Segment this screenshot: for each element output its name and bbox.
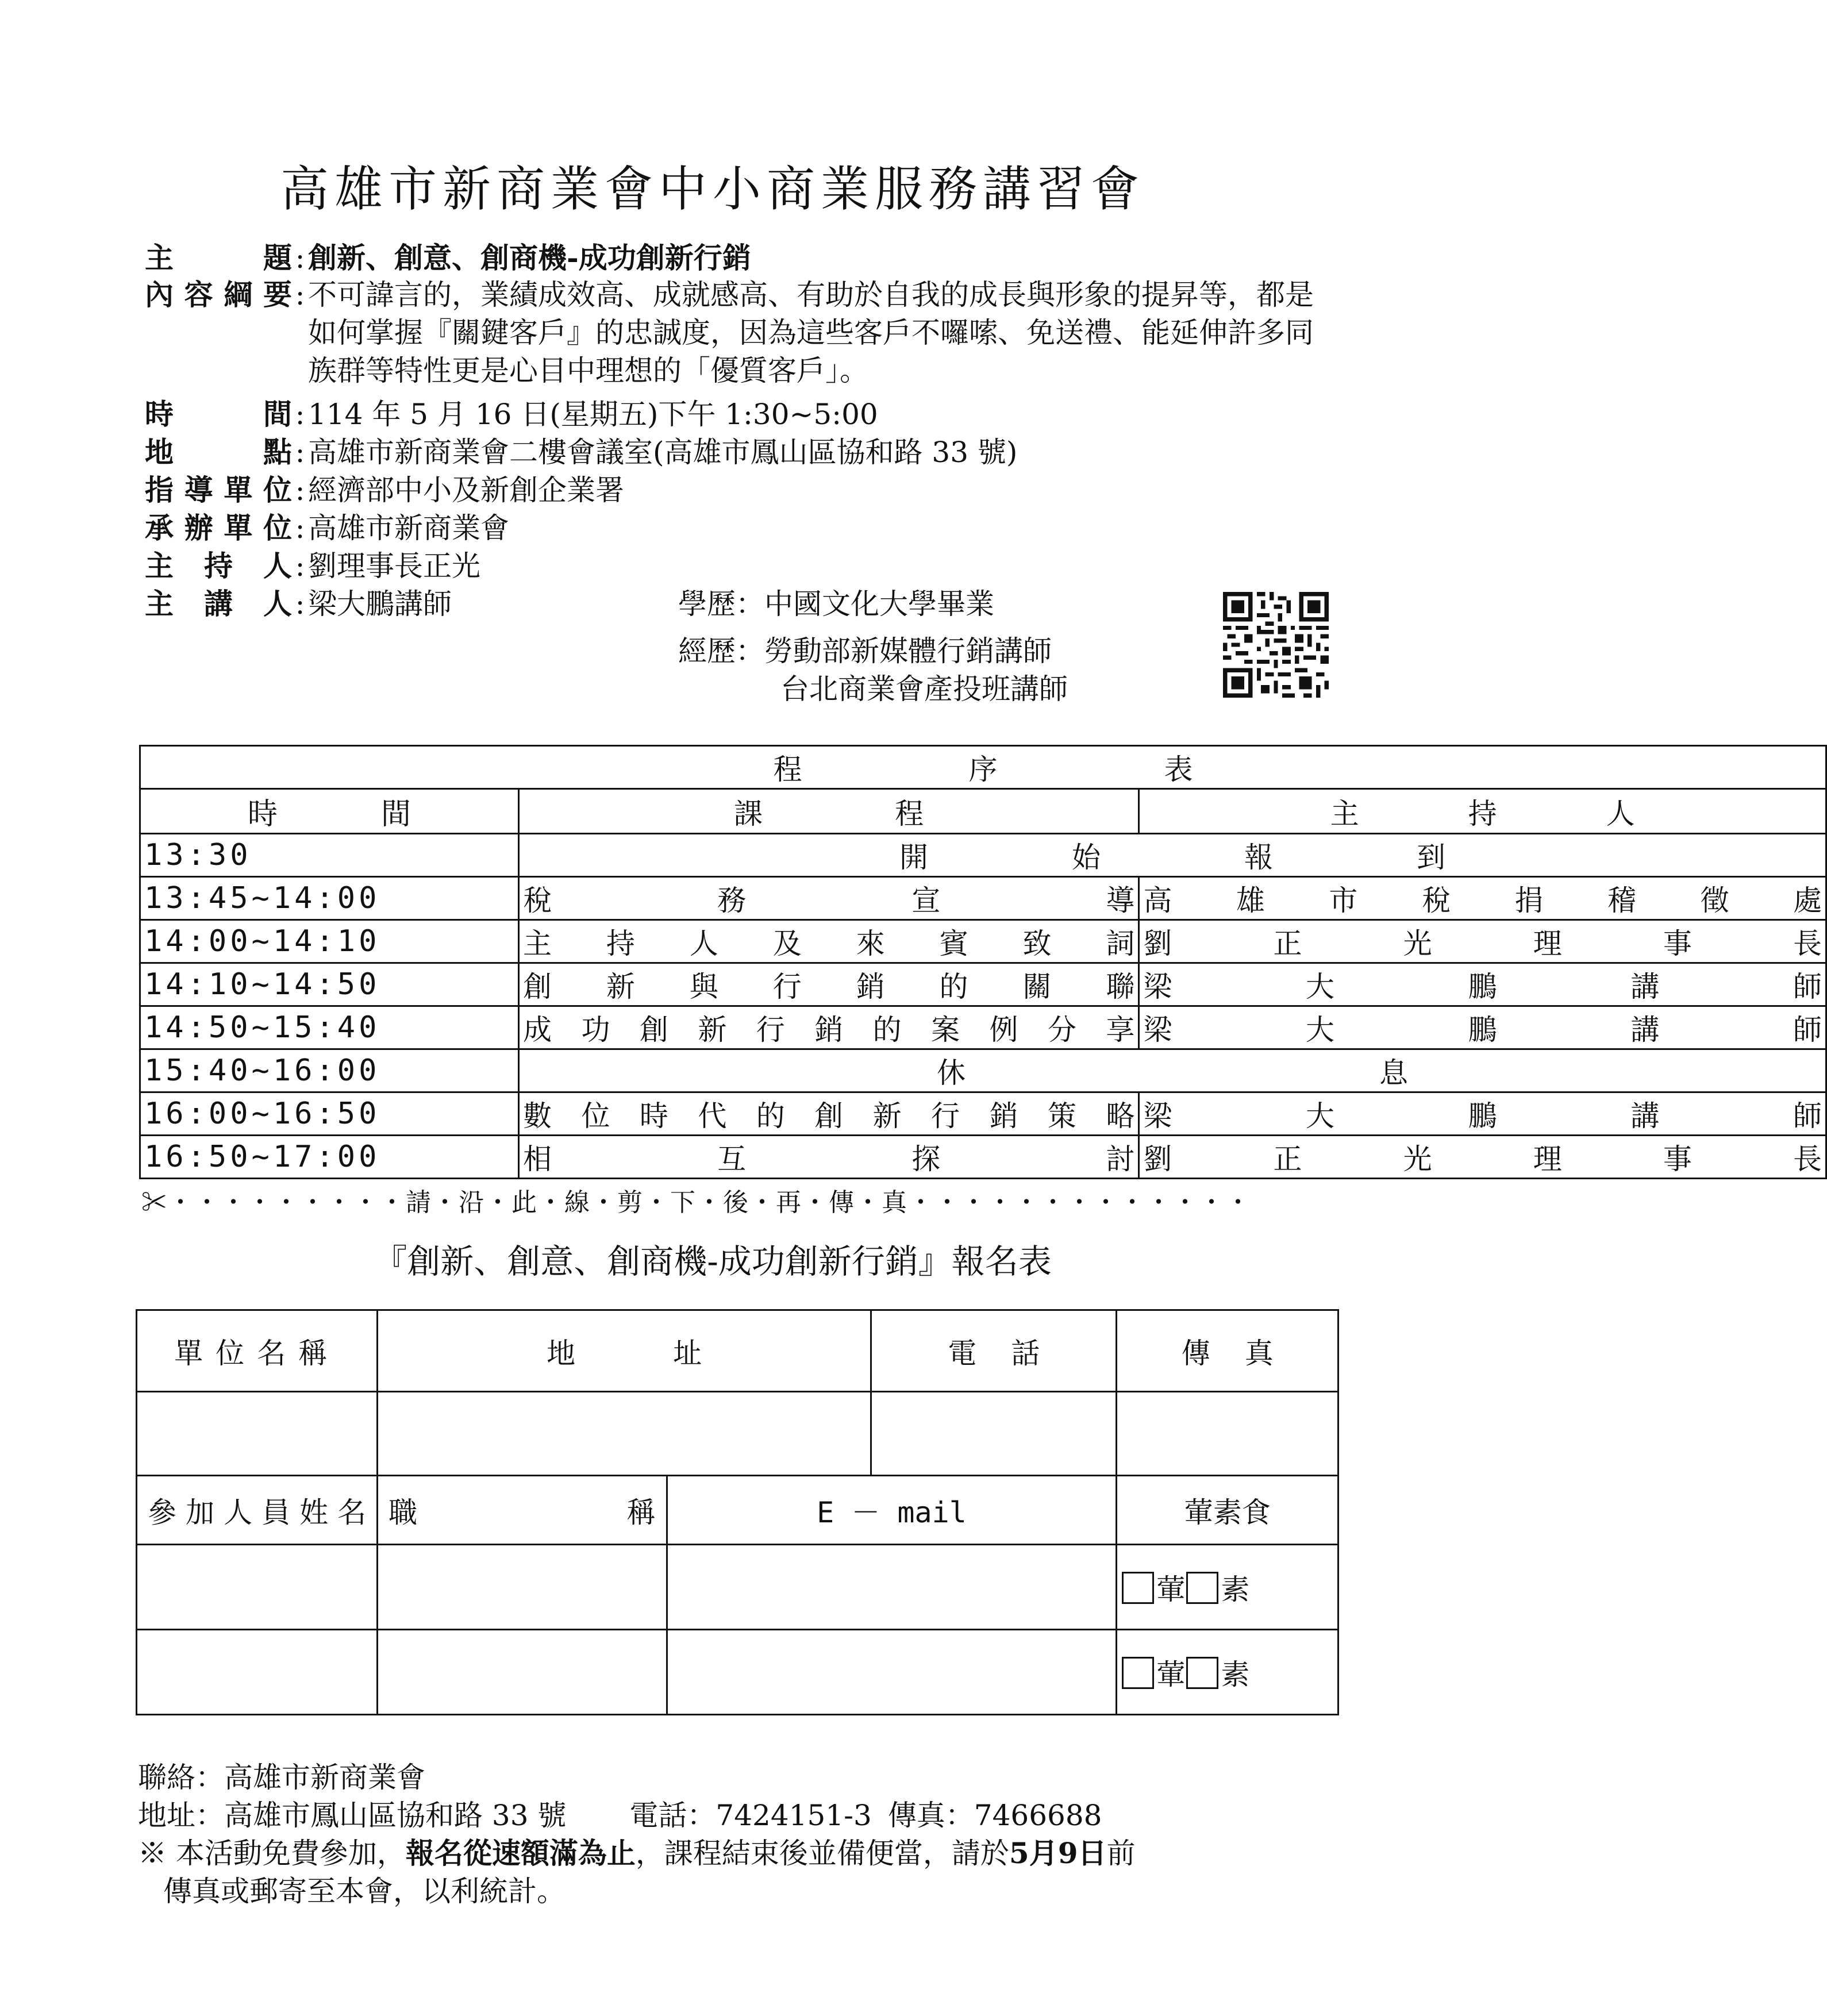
place-label: 地 點 [145, 435, 292, 469]
veg-label: 素 [1221, 1657, 1250, 1691]
schedule-header-time: 時間 [140, 789, 519, 834]
host-row: 主 持 人 : 劉理事長正光 [145, 547, 480, 585]
header-fax: 傳真 [1117, 1310, 1338, 1392]
header-attendee-name: 參加人員姓名 [137, 1476, 378, 1545]
footer-phone: 電話：7424151-3 [629, 1799, 872, 1832]
meat-label: 葷 [1156, 1657, 1186, 1691]
schedule-course: 成功創新行銷的案例分享 [519, 1006, 1139, 1049]
speaker-value: 梁大鵬講師 [308, 587, 452, 621]
schedule-time: 14:50~15:40 [140, 1006, 519, 1049]
guide-label: 指導單位 [145, 473, 292, 507]
email-field[interactable] [667, 1630, 1117, 1715]
table-row [140, 1092, 1826, 1136]
schedule-host: 梁大鵬講師 [1139, 1006, 1826, 1049]
schedule-time: 13:45~14:00 [140, 877, 519, 920]
organizer-label: 承辦單位 [145, 511, 292, 545]
schedule-host: 梁大鵬講師 [1139, 1092, 1826, 1136]
schedule-host: 劉正光理事長 [1139, 920, 1826, 963]
organizer-row: 承辦單位 : 高雄市新商業會 [145, 509, 509, 547]
summary-label: 內容綱要 [145, 278, 292, 311]
schedule-host: 高雄市稅捐稽徵處 [1139, 877, 1826, 920]
attendee-name-field[interactable] [137, 1545, 378, 1630]
page-title: 高雄市新商業會中小商業服務講習會 [280, 161, 1145, 217]
time-label: 時 間 [145, 397, 292, 431]
schedule-time: 15:40~16:00 [140, 1049, 519, 1092]
table-row [140, 834, 1826, 877]
attendee-name-field[interactable] [137, 1630, 378, 1715]
schedule-header-course: 課程 [519, 789, 1139, 834]
registration-form [136, 1309, 1339, 1715]
summary-value: 不可諱言的，業績成效高、成就感高、有助於自我的成長與形象的提昇等，都是如何掌握『關鍵客戶』的忠誠度，因為這些客戶不囉嗦、免送禮、能延伸許多同族群等特性更是心目中理想的「優質客戶」。 [308, 278, 1314, 387]
schedule-table [139, 745, 1827, 1179]
unit-name-field[interactable] [137, 1392, 378, 1476]
education-value: 中國文化大學畢業 [764, 587, 994, 621]
fax-field[interactable] [1117, 1392, 1338, 1476]
table-row [140, 1136, 1826, 1179]
schedule-header-host: 主持人 [1139, 789, 1826, 834]
footer-address: 地址：高雄市鳳山區協和路 33 號 [138, 1799, 567, 1832]
guide-value: 經濟部中小及新創企業署 [308, 474, 624, 507]
speaker-row: 主 講 人 : 梁大鵬講師 [145, 585, 452, 623]
footer-fax: 傳真：7466688 [887, 1799, 1102, 1832]
host-value: 劉理事長正光 [308, 549, 480, 583]
meat-checkbox[interactable] [1122, 1657, 1154, 1689]
topic-label: 主 題 [145, 241, 292, 275]
schedule-time: 16:50~17:00 [140, 1136, 519, 1179]
phone-field[interactable] [871, 1392, 1117, 1476]
qr-code-icon [1223, 592, 1329, 698]
place-value: 高雄市新商業會二樓會議室(高雄市鳳山區協和路 33 號) [308, 436, 1018, 469]
footer-contact: 聯絡：高雄市新商業會 [138, 1761, 425, 1794]
schedule-course: 開始報到 [519, 834, 1826, 877]
speaker-experience-2 [780, 670, 1068, 708]
host-label: 主 持 人 [145, 549, 292, 583]
schedule-time: 14:10~14:50 [140, 963, 519, 1006]
table-row [140, 1049, 1826, 1092]
schedule-course: 休息 [519, 1049, 1826, 1092]
form-title: 『創新、創意、創商機-成功創新行銷』報名表 [374, 1242, 1052, 1281]
job-title-field[interactable] [378, 1630, 667, 1715]
job-title-field[interactable] [378, 1545, 667, 1630]
table-row [140, 877, 1826, 920]
meal-choice [1117, 1630, 1338, 1715]
footer-note: ※ 本活動免費參加，報名從速額滿為止，課程結束後並備便當，請於5月9日前 [138, 1836, 1136, 1870]
schedule-host: 劉正光理事長 [1139, 1136, 1826, 1179]
schedule-time: 16:00~16:50 [140, 1092, 519, 1136]
time-value: 114 年 5 月 16 日(星期五)下午 1:30~5:00 [308, 398, 878, 431]
veg-checkbox[interactable] [1186, 1657, 1218, 1689]
table-row [140, 963, 1826, 1006]
schedule-time: 14:00~14:10 [140, 920, 519, 963]
veg-label: 素 [1221, 1572, 1250, 1606]
education-label: 學歷： [678, 587, 764, 621]
summary-row: 內容綱要 : 不可諱言的，業績成效高、成就感高、有助於自我的成長與形象的提昇等，都是如何掌握『關鍵客戶』的忠誠度，因為這些客戶不囉嗦、免送禮、能延伸許多同族群等特性更是心目中理想的「優質客戶」。 [145, 276, 1314, 390]
footer-address-line [138, 1796, 1102, 1834]
place-row: 地 點 : 高雄市新商業會二樓會議室(高雄市鳳山區協和路 33 號) [145, 433, 1017, 471]
schedule-course: 數位時代的創新行銷策略 [519, 1092, 1139, 1136]
topic-value: 創新、創意、創商機-成功創新行銷 [308, 241, 751, 275]
experience-value-2: 台北商業會產投班講師 [780, 672, 1068, 706]
address-field[interactable] [378, 1392, 871, 1476]
experience-label: 經歷： [678, 634, 764, 668]
meat-label: 葷 [1156, 1572, 1186, 1606]
header-address: 地址 [378, 1310, 871, 1392]
header-phone: 電話 [871, 1310, 1117, 1392]
header-meal: 葷素食 [1117, 1476, 1338, 1545]
experience-value-1: 勞動部新媒體行銷講師 [764, 634, 1052, 668]
schedule-course: 相互探討 [519, 1136, 1139, 1179]
speaker-experience [678, 632, 1052, 670]
schedule-time: 13:30 [140, 834, 519, 877]
speaker-label: 主 講 人 [145, 587, 292, 621]
meal-choice [1117, 1545, 1338, 1630]
speaker-education [678, 585, 994, 623]
cut-line: ✂・・・・・・・・・請・沿・此・線・剪・下・後・再・傳・真・・・・・・・・・・・・・ [141, 1188, 1252, 1217]
organizer-value: 高雄市新商業會 [308, 511, 509, 545]
schedule-course: 創新與行銷的關聯 [519, 963, 1139, 1006]
footer-note-deadline: 5月9日 [1009, 1836, 1107, 1870]
topic-row: 主 題 : 創新、創意、創商機-成功創新行銷 [145, 239, 751, 277]
time-row: 時 間 : 114 年 5 月 16 日(星期五)下午 1:30~5:00 [145, 395, 878, 433]
footer-note-highlight: 報名從速額滿為止 [405, 1836, 636, 1870]
meat-checkbox[interactable] [1122, 1572, 1154, 1604]
guide-row: 指導單位 : 經濟部中小及新創企業署 [145, 471, 624, 509]
schedule-course: 主持人及來賓致詞 [519, 920, 1139, 963]
schedule-course: 稅務宣導 [519, 877, 1139, 920]
table-row [140, 920, 1826, 963]
schedule-caption-text: 程序表 [773, 753, 1360, 786]
header-email: E － mail [667, 1476, 1117, 1545]
table-row [140, 1006, 1826, 1049]
schedule-caption [140, 746, 1826, 789]
header-unit-name: 單位名稱 [137, 1310, 378, 1392]
header-job-title: 職稱 [378, 1476, 667, 1545]
email-field[interactable] [667, 1545, 1117, 1630]
veg-checkbox[interactable] [1186, 1572, 1218, 1604]
footer-note-line2: 傳真或郵寄至本會，以利統計。 [163, 1875, 566, 1908]
schedule-host: 梁大鵬講師 [1139, 963, 1826, 1006]
